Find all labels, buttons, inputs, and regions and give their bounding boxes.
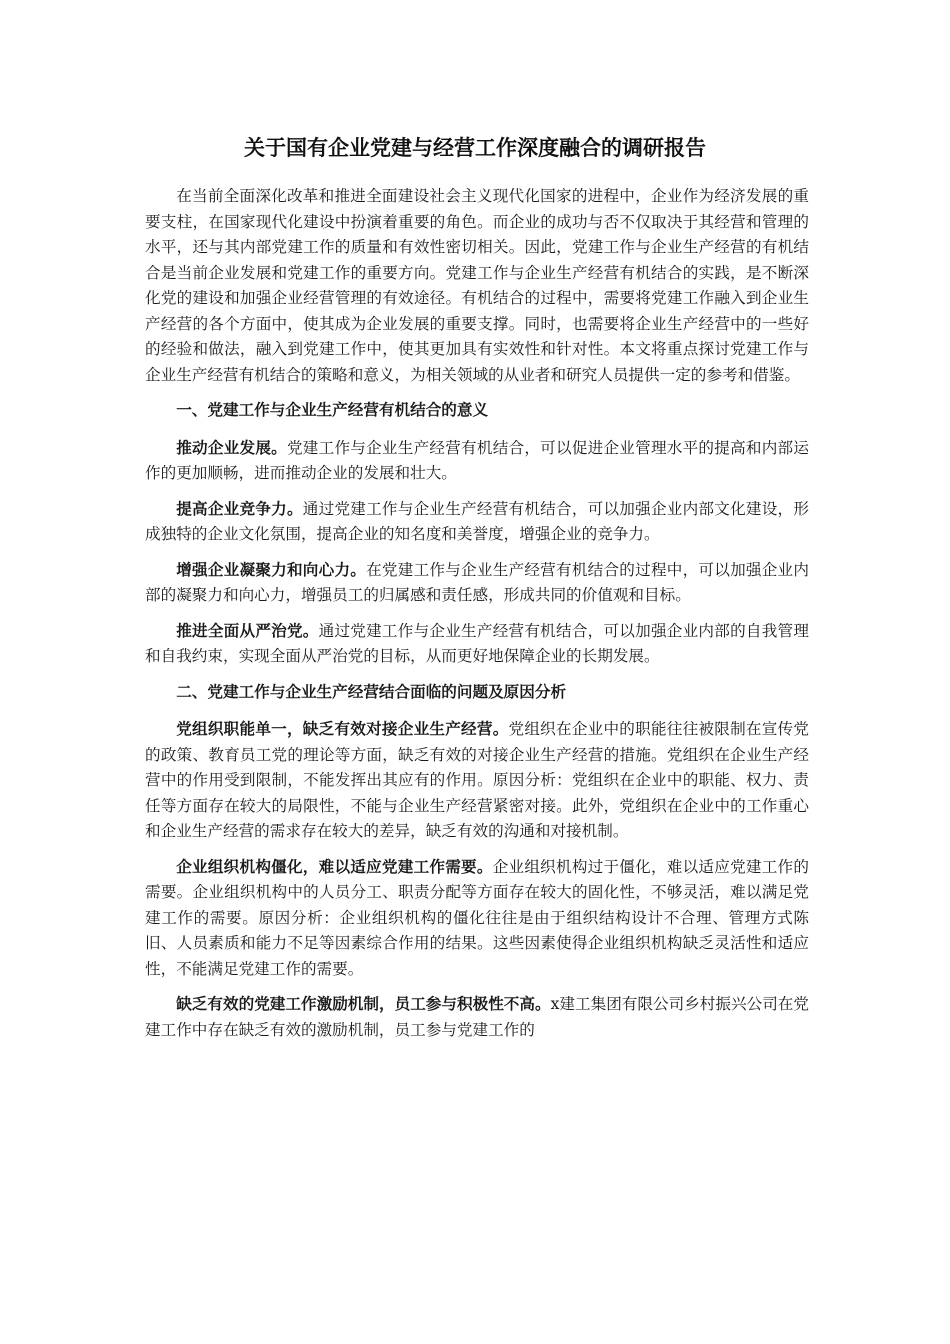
- paragraph: [145, 619, 809, 670]
- paragraph-lead: 推动企业发展。: [176, 438, 287, 457]
- paragraph-lead: 推进全面从严治党。: [176, 621, 319, 640]
- section-heading-1: 一、党建工作与企业生产经营有机结合的意义: [176, 401, 489, 419]
- paragraph: [145, 992, 809, 1043]
- paragraph-text: 党组织在企业中的职能往往被限制在宣传党的政策、教育员工党的理论等方面，缺乏有效的对接企业生产经营的措施。党组织在企业生产经营中的作用受到限制，不能发挥出其应有的作用。原因分析：党组织在企业中的职能、权力、责任等方面存在较大的局限性，不能与企业生产经营紧密对接。此外，党组织在企业中的工作重心和企业生产经营的需求存在较大的差异，缺乏有效的沟通和对接机制。: [145, 720, 809, 840]
- paragraph: [145, 558, 809, 609]
- document-title: 关于国有企业党建与经营工作深度融合的调研报告: [244, 136, 706, 160]
- paragraph-lead: 提高企业竞争力。: [176, 499, 303, 518]
- paragraph-lead: 缺乏有效的党建工作激励机制，员工参与积极性不高。: [176, 995, 551, 1013]
- intro-paragraph: 在当前全面深化改革和推进全面建设社会主义现代化国家的进程中，企业作为经济发展的重要支柱，在国家现代化建设中扮演着重要的角色。而企业的成功与否不仅取决于其经营和管理的水平，还与其内部党建工作的质量和有效性密切相关。因此，党建工作与企业生产经营的有机结合是当前企业发展和党建工作的重要方向。党建工作与企业生产经营有机结合的实践，是不断深化党的建设和加强企业经营管理的有效途径。有机结合的过程中，需要将党建工作融入到企业生产经营的各个方面中，使其成为企业发展的重要支撑。同时，也需要将企业生产经营中的一些好的经验和做法，融入到党建工作中，使其更加具有实效性和针对性。本文将重点探讨党建工作与企业生产经营有机结合的策略和意义，为相关领域的从业者和研究人员提供一定的参考和借鉴。: [145, 187, 809, 384]
- paragraph-text: 通过党建工作与企业生产经营有机结合，可以加强企业内部文化建设，形成独特的企业文化氛围，提高企业的知名度和美誉度，增强企业的竞争力。: [145, 499, 809, 543]
- paragraph-text: x建工集团有限公司乡村振兴公司在党建工作中存在缺乏有效的激励机制，员工参与党建工作的: [145, 995, 809, 1039]
- paragraph-lead: 增强企业凝聚力和向心力。: [176, 560, 367, 579]
- paragraph: [145, 436, 809, 487]
- paragraph-text: 在党建工作与企业生产经营有机结合的过程中，可以加强企业内部的凝聚力和向心力，增强员工的归属感和责任感，形成共同的价值观和目标。: [145, 560, 809, 604]
- paragraph: [145, 497, 809, 548]
- paragraph-text: 通过党建工作与企业生产经营有机结合，可以加强企业内部的自我管理和自我约束，实现全面从严治党的目标，从而更好地保障企业的长期发展。: [145, 621, 809, 665]
- paragraph-text: 企业组织机构过于僵化，难以适应党建工作的需要。企业组织机构中的人员分工、职责分配等方面存在较大的固化性，不够灵活，难以满足党建工作的需要。原因分析：企业组织机构的僵化往往是由于组织结构设计不合理、管理方式陈旧、人员素质和能力不足等因素综合作用的结果。这些因素使得企业组织机构缺乏灵活性和适应性，不能满足党建工作的需要。: [145, 857, 809, 978]
- paragraph-lead: 企业组织机构僵化，难以适应党建工作需要。: [176, 857, 493, 876]
- section-heading-2: 二、党建工作与企业生产经营结合面临的问题及原因分析: [176, 682, 567, 701]
- paragraph: [145, 855, 809, 983]
- paragraph: [145, 717, 809, 845]
- paragraph-lead: 党组织职能单一，缺乏有效对接企业生产经营。: [176, 720, 509, 738]
- paragraph-text: 党建工作与企业生产经营有机结合，可以促进企业管理水平的提高和内部运作的更加顺畅，进而推动企业的发展和壮大。: [145, 438, 809, 482]
- document-body: [145, 184, 809, 1053]
